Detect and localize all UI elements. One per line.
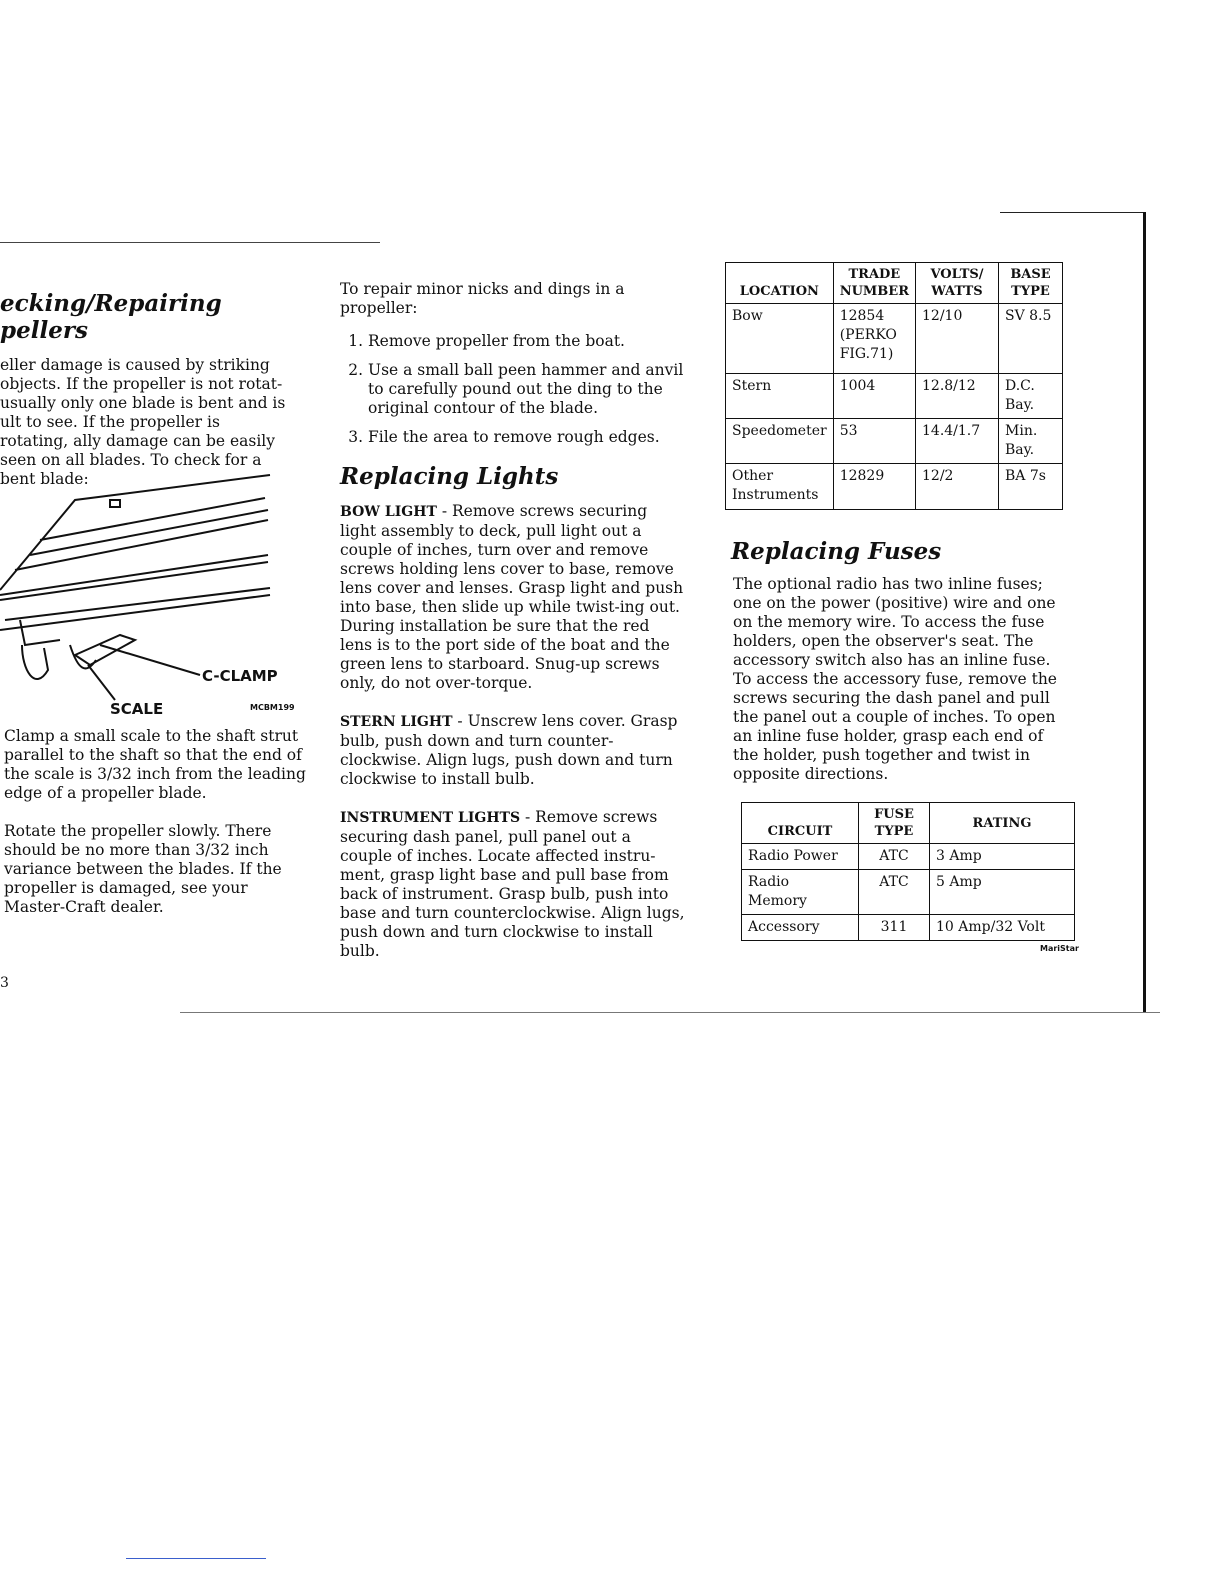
instrument-lights-paragraph <box>340 808 685 961</box>
table-cell: SV 8.5 <box>999 304 1063 374</box>
table-cell: Speedometer <box>726 419 834 464</box>
table-cell: ATC <box>859 870 930 915</box>
section-heading-checking: ecking/Repairing pellers <box>0 290 222 344</box>
figure-code: MCBM199 <box>250 703 295 712</box>
left-para-rotate: Rotate the propeller slowly. There should be no more than 3/32 inch variance between the blades. If the propeller is damaged, see your Master-Craft dealer. <box>4 822 282 916</box>
table-cell: 12.8/12 <box>916 374 999 419</box>
table-row <box>726 304 1063 374</box>
table-cell: Radio Memory <box>742 870 859 915</box>
bottom-rule <box>180 1012 1160 1013</box>
section-heading-lights: Replacing Lights <box>340 463 559 490</box>
fuse-header-cell: CIRCUIT <box>742 803 859 844</box>
instrument-lights-title: INSTRUMENT LIGHTS <box>340 810 521 826</box>
table-row <box>726 374 1063 419</box>
table-cell: 311 <box>859 915 930 941</box>
instrument-lights-text: - Remove screws securing dash panel, pull panel out a couple of inches. Locate affected instru-ment, grasp light base and pull base from back of instrument. Grasp bulb, push into base and turn counterclockwise. Align lugs, push down and turn clockwise to install bulb. <box>340 808 685 960</box>
bulb-header-cell: BASE TYPE <box>999 263 1063 304</box>
table-cell: BA 7s <box>999 464 1063 510</box>
fuse-table-header <box>742 803 1075 844</box>
table-cell: 5 Amp <box>930 870 1075 915</box>
table-cell: Min. Bay. <box>999 419 1063 464</box>
table-cell: 12/2 <box>916 464 999 510</box>
repair-step: 3. File the area to remove rough edges. <box>368 428 685 447</box>
footer-underline <box>126 1558 266 1559</box>
bulb-table-header <box>726 263 1063 304</box>
table-cell: 14.4/1.7 <box>916 419 999 464</box>
left-para-clamp: Clamp a small scale to the shaft strut parallel to the shaft so that the end of the scale is 3/32 inch from the leading edge of a propeller blade. <box>4 727 306 802</box>
table-cell: 10 Amp/32 Volt <box>930 915 1075 941</box>
table-cell: Accessory <box>742 915 859 941</box>
left-intro: eller damage is caused by striking objects. If the propeller is not rotat- usually only one blade is bent and is ult to see. If the propeller is rotating, ally damage can be easily seen on all blades. To check for a bent blade: <box>0 356 286 488</box>
bulb-header-cell: LOCATION <box>726 263 834 304</box>
bulb-header-cell: VOLTS/ WATTS <box>916 263 999 304</box>
left-column <box>0 290 310 489</box>
table-cell: ATC <box>859 844 930 870</box>
top-rule-right <box>1000 212 1145 213</box>
middle-column <box>340 280 685 961</box>
table-row <box>742 915 1075 941</box>
fuse-paragraph: The optional radio has two inline fuses; one on the power (positive) wire and one on the memory wire. To access the fuse holders, open the observer's seat. The accessory switch also has an inline fuse. To access the accessory fuse, remove the screws securing the dash panel and pull the panel out a couple of inches. To open an inline fuse holder, grasp each end of the holder, push together and twist in opposite directions. <box>733 575 1057 783</box>
table-cell: Radio Power <box>742 844 859 870</box>
footer-mark: MariStar <box>1040 944 1079 953</box>
section-heading-fuses: Replacing Fuses <box>731 538 942 565</box>
table-row <box>742 844 1075 870</box>
bow-light-text: - Remove screws securing light assembly to deck, pull light out a couple of inches, turn over and remove screws holding lens cover to base, remove lens cover and lenses. Grasp light and push into base, then slide up while twist-ing out. During installation be sure that the red lens is to the port side of the boat and the green lens to starboard. Snug-up screws only, do not over-torque. <box>340 502 684 692</box>
table-cell: 3 Amp <box>930 844 1075 870</box>
fuse-table <box>741 802 1075 941</box>
right-edge-line <box>1143 212 1146 1012</box>
repair-step: 2. Use a small ball peen hammer and anvil to carefully pound out the ding to the original contour of the blade. <box>368 361 685 418</box>
page-number: 3 <box>0 975 9 991</box>
table-cell: 12/10 <box>916 304 999 374</box>
right-column <box>725 262 1070 941</box>
c-clamp-label: C-CLAMP <box>202 667 278 685</box>
repair-steps <box>340 332 685 447</box>
table-row <box>742 870 1075 915</box>
stern-light-paragraph <box>340 712 685 789</box>
fuse-header-cell: FUSE TYPE <box>859 803 930 844</box>
repair-step: 1. Remove propeller from the boat. <box>368 332 685 351</box>
table-cell: 1004 <box>833 374 915 419</box>
table-cell: D.C. Bay. <box>999 374 1063 419</box>
bulb-header-cell: TRADE NUMBER <box>833 263 915 304</box>
top-rule-left <box>0 242 380 243</box>
bow-light-title: BOW LIGHT <box>340 504 437 520</box>
bow-light-paragraph <box>340 502 685 693</box>
table-row <box>726 464 1063 510</box>
table-row <box>726 419 1063 464</box>
table-cell: Other Instruments <box>726 464 834 510</box>
stern-light-text: - Unscrew lens cover. Grasp bulb, push down and turn counter-clockwise. Align lugs, push down and turn clockwise to install bulb. <box>340 712 678 788</box>
table-cell: Stern <box>726 374 834 419</box>
stern-light-title: STERN LIGHT <box>340 714 453 730</box>
table-cell: 12829 <box>833 464 915 510</box>
table-cell: Bow <box>726 304 834 374</box>
left-column-lower <box>4 727 309 917</box>
repair-intro: To repair minor nicks and dings in a propeller: <box>340 280 625 317</box>
scale-label: SCALE <box>110 700 164 718</box>
fuse-header-cell: RATING <box>930 803 1075 844</box>
table-cell: 53 <box>833 419 915 464</box>
table-cell: 12854 (PERKO FIG.71) <box>833 304 915 374</box>
bulb-table <box>725 262 1063 510</box>
